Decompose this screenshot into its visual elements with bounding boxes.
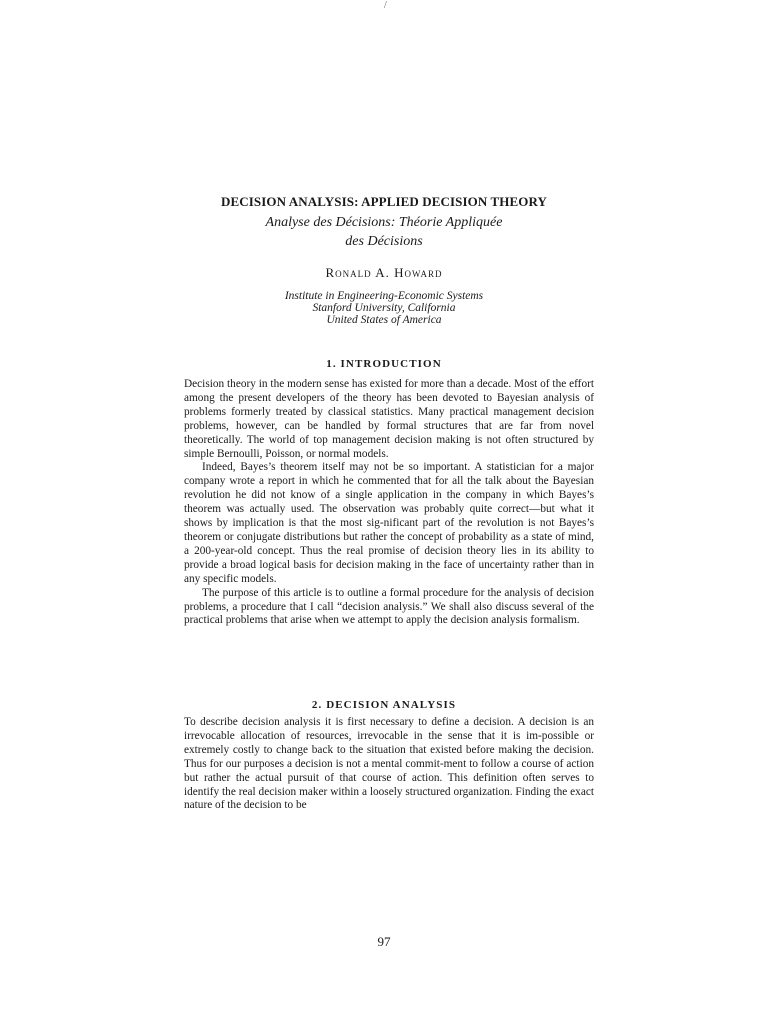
scan-mark: / <box>384 0 387 11</box>
paper-subtitle-line-1: Analyse des Décisions: Théorie Appliquée <box>265 215 503 230</box>
author-name: Ronald A. Howard <box>325 265 443 280</box>
section-body-decision-analysis <box>184 716 594 813</box>
paper-title: DECISION ANALYSIS: APPLIED DECISION THEORY <box>221 194 547 209</box>
page-number: 97 <box>377 934 391 949</box>
paper-subtitle-line-2: des Décisions <box>345 234 423 249</box>
affiliation-line-1: Institute in Engineering-Economic Systems <box>284 290 484 302</box>
paragraph: To describe decision analysis it is first necessary to define a decision. A decision is an irrevocable allocation of resources, irrevocable in the sense that it is im-possible or extremely costly to change back to the situation that existed before making the decision. Thus for our purposes a decision is not a mental commit-ment to follow a course of action but rather the actual pursuit of that course of action. This definition often serves to identify the real decision maker within a loosely structured organization. Finding the exact nature of the decision to be <box>184 716 594 812</box>
section-heading-introduction: 1. INTRODUCTION <box>326 358 442 370</box>
section-body-introduction <box>184 378 594 628</box>
paragraph: Decision theory in the modern sense has existed for more than a decade. Most of the effort among the present developers of the theory has been devoted to Bayesian analysis of problems formerly treated by classical statistics. Many practical management decision problems, however, can be handled by formal structures that are far from novel theoretically. The world of top management decision making is not often structured by simple Bernoulli, Poisson, or normal models. <box>184 378 594 460</box>
paragraph: The purpose of this article is to outline a formal procedure for the analysis of decision problems, a procedure that I call “decision analysis.” We shall also discuss several of the practical problems that arise when we attempt to apply the decision analysis formalism. <box>184 586 594 627</box>
section-heading-decision-analysis: 2. DECISION ANALYSIS <box>311 699 457 711</box>
affiliation-line-2: Stanford University, California <box>312 302 456 314</box>
paragraph: Indeed, Bayes’s theorem itself may not be so important. A statistician for a major company wrote a report in which he commented that for all the talk about the Bayesian revolution he did not know of a single application in the company in which Bayes’s theorem was actually used. The observation was probably quite correct—but what it shows by implication is that the most sig-nificant part of the revolution is not Bayes’s theorem or conjugate distributions but rather the concept of probability as a state of mind, a 200-year-old concept. Thus the real promise of decision theory lies in its ability to provide a broad logical basis for decision making in the face of uncertainty rather than in any specific models. <box>184 461 594 585</box>
affiliation-line-3: United States of America <box>326 314 442 326</box>
